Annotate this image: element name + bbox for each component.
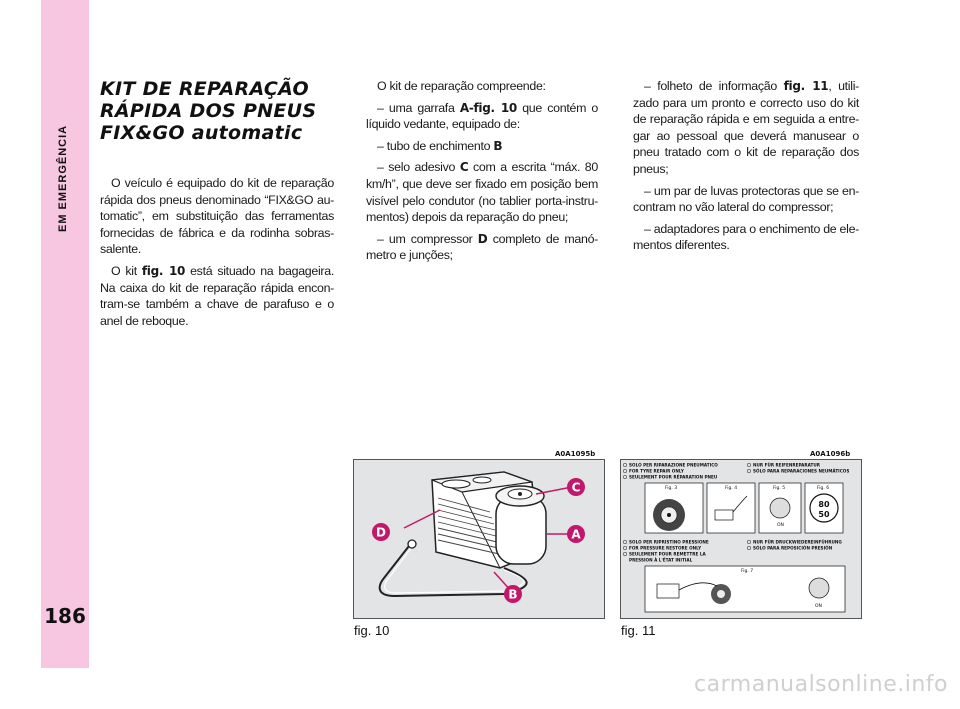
svg-text:PRESSION À L'ÉTAT INITIAL: PRESSION À L'ÉTAT INITIAL <box>629 557 693 563</box>
svg-text:SOLO PER RIPRISTINO PRESSIONE: SOLO PER RIPRISTINO PRESSIONE <box>629 539 709 545</box>
paragraph: – selo adesivo C com a escrita “máx. 80 km/h”, que deve ser fixado em posição bem visível pelo condutor (no tablier porta-instru-mentos) depois da reparação do pneu; <box>366 160 598 225</box>
compressor-illustration <box>354 460 604 618</box>
figure-caption: fig. 10 <box>354 623 390 638</box>
callout-c: C <box>571 480 581 495</box>
figure-code: A0A1095b <box>555 450 596 458</box>
paragraph: – um par de luvas protectoras que se en-contram no vão lateral do compressor; <box>633 183 859 215</box>
svg-text:SÓLO PARA REPOSICIÓN PRESIÓN: SÓLO PARA REPOSICIÓN PRESIÓN <box>753 545 833 551</box>
svg-text:SEULEMENT POUR RÉPARATION PNEU: SEULEMENT POUR RÉPARATION PNEU <box>629 474 718 480</box>
section-label: EM EMERGÊNCIA <box>57 124 69 232</box>
part-reference: C <box>459 160 469 175</box>
paragraph: – tubo de enchimento B <box>377 138 503 153</box>
svg-text:Fig. 4: Fig. 4 <box>725 486 738 491</box>
paragraph: O kit fig. 10 está situado na bagageira. Na caixa do kit de reparação rápida encon-tram-se também a chave de parafuso e o anel de reboque. <box>100 263 334 328</box>
column-3 <box>633 78 859 259</box>
figure-code: A0A1096b <box>810 450 851 458</box>
paragraph: O kit de reparação compreende: <box>377 79 546 93</box>
figure-reference[interactable]: fig. 10 <box>141 263 186 278</box>
svg-text:ON: ON <box>815 604 822 609</box>
callout-a: A <box>571 527 581 542</box>
paragraph: – adaptadores para o enchimento de ele-mentos diferentes. <box>633 221 859 253</box>
figure-reference[interactable]: A-fig. 10 <box>459 100 517 115</box>
paragraph: – folheto de informação fig. 11, utili-zado para um pronto e correcto uso do kit de reparação rápida e em seguida a entre-gar ao pessoal que deverá manusear o pneu tratado com o kit de reparação dos pneus; <box>633 79 859 176</box>
paragraph: O veículo é equipado do kit de reparação rápida dos pneus denominado “FIX&GO au-tomatic”, em substituição das ferramentas fornecidas de fábrica e da rodinha sobras-salente. <box>100 176 334 257</box>
callout-d: D <box>376 525 386 540</box>
watermark: carmanualsonline.info <box>694 672 948 697</box>
svg-text:Fig. 3: Fig. 3 <box>665 486 678 491</box>
column-1 <box>100 175 334 334</box>
svg-text:80: 80 <box>818 500 830 509</box>
svg-text:FOR TYRE REPAIR ONLY: FOR TYRE REPAIR ONLY <box>629 468 684 474</box>
svg-text:SEULEMENT POUR REMETTRE LA: SEULEMENT POUR REMETTRE LA <box>629 551 706 557</box>
figure-11 <box>620 459 862 619</box>
page-number: 186 <box>44 604 86 628</box>
info-leaflet-illustration <box>621 460 861 618</box>
svg-text:ON: ON <box>777 523 784 528</box>
svg-text:SOLO PER RIPARAZIONE PNEUMATIC: SOLO PER RIPARAZIONE PNEUMATICO <box>629 462 718 468</box>
svg-text:50: 50 <box>818 510 830 519</box>
figure-10 <box>353 459 605 619</box>
svg-text:Fig. 7: Fig. 7 <box>741 569 754 574</box>
figure-caption: fig. 11 <box>621 623 656 638</box>
column-2 <box>366 78 598 269</box>
svg-text:SÓLO PARA REPARACIONES NEUMÁTI: SÓLO PARA REPARACIONES NEUMÁTICOS <box>753 468 850 474</box>
svg-text:FOR PRESSURE RESTORE ONLY: FOR PRESSURE RESTORE ONLY <box>629 545 702 551</box>
svg-text:Fig. 6: Fig. 6 <box>817 486 830 491</box>
part-reference: D <box>477 231 488 246</box>
part-reference: B <box>493 138 503 153</box>
figure-reference[interactable]: fig. 11 <box>783 79 829 93</box>
callout-b: B <box>508 587 518 602</box>
svg-text:Fig. 5: Fig. 5 <box>773 486 786 491</box>
paragraph: – uma garrafa A-fig. 10 que contém o líquido vedante, equipado de: <box>366 100 598 132</box>
article-title: KIT DE REPARAÇÃO RÁPIDA DOS PNEUS FIX&GO automatic <box>100 78 317 144</box>
paragraph: – um compressor D completo de manó-metro e junções; <box>366 231 599 263</box>
svg-text:NUR FÜR DRUCKWIEDEREINFÜHRUNG: NUR FÜR DRUCKWIEDEREINFÜHRUNG <box>753 539 842 545</box>
svg-text:NUR FÜR REIFENREPARATUR: NUR FÜR REIFENREPARATUR <box>753 462 821 468</box>
